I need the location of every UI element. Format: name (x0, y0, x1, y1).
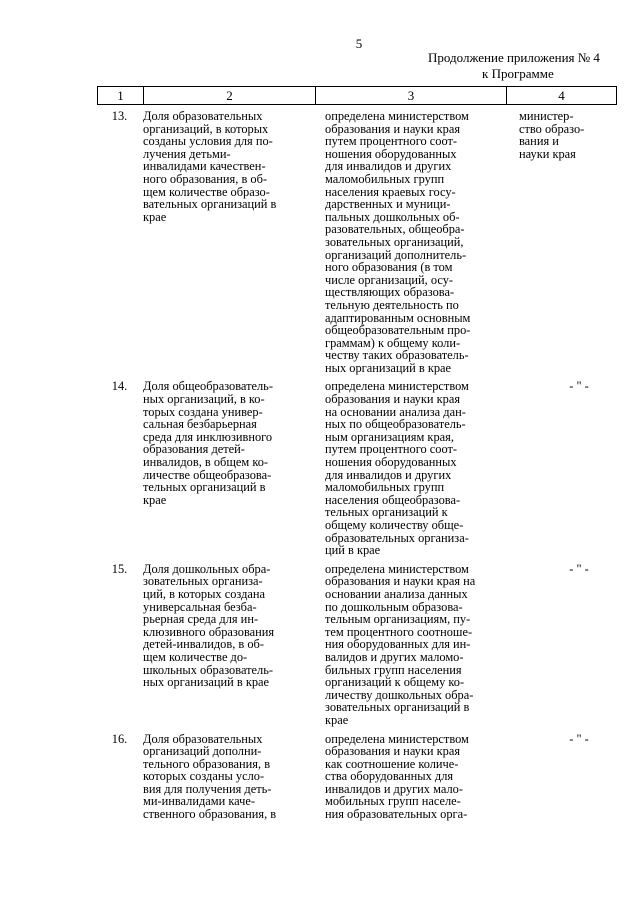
indicator-name-line: Доля общеобразователь- (143, 379, 273, 394)
responsible-body-line: науки края (519, 146, 576, 161)
calculation-method-line: ций в крае (325, 543, 381, 558)
calculation-method-line: валидов и других маломо- (325, 649, 464, 664)
table-row (97, 733, 615, 821)
calculation-method-line: маломобильных групп (325, 171, 445, 186)
indicator-name-line: торых создана универ- (143, 404, 263, 419)
indicator-name-line: среда для инклюзивного (143, 429, 273, 444)
calculation-method-line: по дошкольным образова- (325, 599, 463, 614)
indicator-name-line: личестве общеобразова- (143, 467, 272, 482)
calculation-method-line: ществляющих образова- (325, 285, 455, 300)
column-header-4: 4 (558, 88, 565, 103)
indicator-name-line: тельного образования, в (143, 756, 271, 771)
calculation-method-line: ным организациям края, (325, 429, 454, 444)
indicator-name-line: ми-инвалидами каче- (143, 794, 256, 809)
indicator-name (142, 733, 313, 821)
indicator-name-line: созданы условия для по- (143, 134, 273, 149)
table-column-headers (97, 86, 617, 105)
indicator-name-line: детей-инвалидов, в об- (143, 637, 264, 652)
calculation-method-line: на основании анализа дан- (325, 404, 466, 419)
calculation-method-line: маломобильных групп (325, 480, 445, 495)
responsible-body-line: - " - (569, 561, 589, 576)
indicator-name-line: вия для получения деть- (143, 781, 272, 796)
indicator-name-line: крае (143, 492, 167, 507)
calculation-method-line: разовательных, общеобра- (325, 222, 465, 237)
indicator-name-line: щем количестве образо- (143, 184, 270, 199)
column-header-3: 3 (316, 87, 507, 104)
calculation-method-line: организаций дополнитель- (325, 247, 467, 262)
calculation-method-line: ного образования (в том (325, 260, 453, 275)
indicator-name-line: которых созданы усло- (143, 769, 265, 784)
calculation-method-line: зовательных организаций в (325, 700, 470, 715)
calculation-method-line: дарственных и муници- (325, 197, 451, 212)
indicator-name-line: образования детей- (143, 442, 245, 457)
calculation-method (313, 380, 513, 556)
indicator-name-line: клюзивного образования (143, 624, 275, 639)
calculation-method-line: инвалидов и других мало- (325, 781, 463, 796)
calculation-method-line: для инвалидов и других (325, 467, 452, 482)
indicator-name-line: ного образования, в об- (143, 171, 268, 186)
calculation-method-line: основании анализа данных (325, 586, 468, 601)
calculation-method-line: тем процентного соотноше- (325, 624, 473, 639)
calculation-method-line: числе организаций, осу- (325, 272, 454, 287)
annex-title-line1: Продолжение приложения № 4 (428, 50, 600, 65)
page-number: 5 (355, 36, 363, 51)
calculation-method-line: населения общеобразова- (325, 492, 461, 507)
calculation-method-line: образования и науки края (325, 744, 461, 759)
row-number: 15. (111, 561, 128, 576)
annex-title-line2: к Программе (482, 66, 554, 81)
row-number: 14. (111, 379, 128, 394)
indicator-name (142, 563, 313, 727)
calculation-method-line: путем процентного соот- (325, 442, 458, 457)
indicator-name-line: рьерная среда для ин- (143, 612, 259, 627)
calculation-method-line: образовательных организа- (325, 530, 469, 545)
calculation-method-line: ношения оборудованных (325, 146, 457, 161)
responsible-body (513, 110, 615, 374)
indicator-name-line: сальная безбарьерная (143, 417, 257, 432)
responsible-body (513, 380, 615, 556)
responsible-body (513, 733, 615, 821)
responsible-body-line: - " - (569, 731, 589, 746)
calculation-method-line: крае (325, 712, 349, 727)
calculation-method-line: определена министерством (325, 731, 469, 746)
calculation-method-line: как соотношение количе- (325, 756, 459, 771)
indicator-name-line: щем количестве до- (143, 649, 248, 664)
responsible-body-line: ство образо- (519, 121, 585, 136)
indicator-name-line: организаций дополни- (143, 744, 262, 759)
calculation-method-line: для инвалидов и других (325, 159, 452, 174)
indicator-name-line: вательных организаций в (143, 197, 277, 212)
responsible-body (513, 563, 615, 727)
indicator-name-line: ных организаций, в ко- (143, 392, 265, 407)
calculation-method-line: населения краевых госу- (325, 184, 456, 199)
calculation-method-line: образования и науки края на (325, 574, 476, 589)
calculation-method-line: общему количеству обще- (325, 518, 464, 532)
calculation-method-line: мобильных групп населе- (325, 794, 461, 809)
table-row (97, 563, 615, 727)
calculation-method-line: определена министерством (325, 561, 469, 576)
row-number: 16. (111, 731, 128, 746)
calculation-method-line: честву таких образователь- (325, 348, 469, 363)
calculation-method-line: ных по общеобразователь- (325, 417, 466, 432)
calculation-method-line: ства оборудованных для (325, 769, 454, 784)
indicator-name-line: лучения детьми- (143, 146, 231, 161)
calculation-method-line: ния образовательных орга- (325, 807, 468, 822)
indicator-name (142, 110, 313, 374)
calculation-method-line: определена министерством (325, 379, 469, 394)
indicator-table-body (97, 110, 615, 821)
indicator-name-line: универсальная безба- (143, 599, 257, 614)
calculation-method-line: тельную деятельность по (325, 297, 459, 312)
table-row (97, 110, 615, 374)
indicator-name-line: Доля образовательных (143, 731, 263, 746)
calculation-method-line: тельных организаций к (325, 505, 448, 520)
calculation-method-line: пальных дошкольных об- (325, 209, 460, 224)
indicator-name-line: тельных организаций в (143, 480, 266, 495)
calculation-method (313, 110, 513, 374)
indicator-name-line: ций, в которых создана (143, 586, 266, 601)
indicator-name-line: Доля дошкольных обра- (143, 561, 271, 576)
table-row (97, 380, 615, 556)
calculation-method-line: организаций к общему ко- (325, 675, 465, 690)
indicator-name-line: ственного образования, в (143, 807, 277, 822)
calculation-method-line: ных организаций в крае (325, 360, 452, 375)
indicator-name-line: Доля образовательных (143, 109, 263, 123)
calculation-method-line: бильных групп населения (325, 662, 462, 677)
row-number: 13. (111, 109, 128, 123)
calculation-method-line: определена министерством (325, 109, 469, 123)
calculation-method-line: ношения оборудованных (325, 455, 457, 470)
calculation-method (313, 563, 513, 727)
indicator-name (142, 380, 313, 556)
annex-title (428, 50, 608, 82)
indicator-name-line: инвалидами качествен- (143, 159, 266, 174)
calculation-method (313, 733, 513, 821)
calculation-method-line: граммам) к общему коли- (325, 335, 461, 350)
indicator-name-line: организаций, в которых (143, 121, 269, 136)
column-header-1: 1 (98, 87, 144, 104)
indicator-name-line: зовательных организа- (143, 574, 263, 589)
indicator-name-line: крае (143, 209, 167, 224)
calculation-method-line: тельным организациям, пу- (325, 612, 471, 627)
calculation-method-line: личеству дошкольных обра- (325, 687, 474, 702)
indicator-name-line: ных организаций в крае (143, 675, 270, 690)
responsible-body-line: вания и (519, 134, 559, 149)
calculation-method-line: общеобразовательным про- (325, 323, 471, 338)
responsible-body-line: министер- (519, 109, 574, 123)
indicator-name-line: школьных образователь- (143, 662, 273, 677)
calculation-method-line: зовательных организаций, (325, 234, 464, 249)
calculation-method-line: ния оборудованных для ин- (325, 637, 471, 652)
calculation-method-line: путем процентного соот- (325, 134, 458, 149)
calculation-method-line: образования и науки края (325, 392, 461, 407)
column-header-2: 2 (144, 87, 316, 104)
responsible-body-line: - " - (569, 379, 589, 394)
calculation-method-line: образования и науки края (325, 121, 461, 136)
indicator-name-line: инвалидов, в общем ко- (143, 455, 269, 470)
calculation-method-line: адаптированным основным (325, 310, 471, 325)
